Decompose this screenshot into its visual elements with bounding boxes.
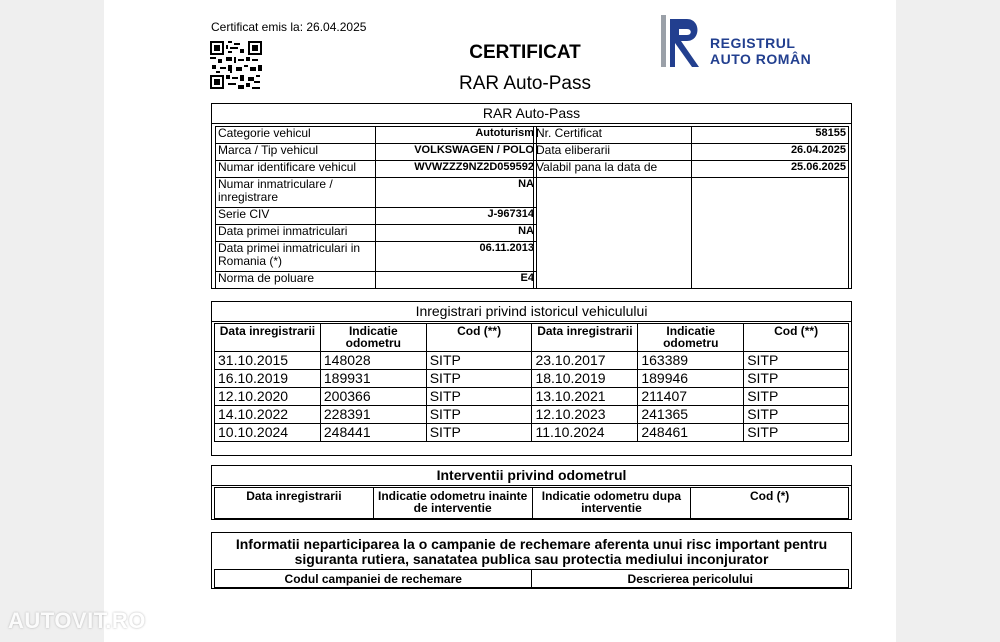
table-cell: 18.10.2019 — [532, 370, 638, 388]
vehicle-section-title: RAR Auto-Pass — [212, 104, 851, 124]
watermark: AUTOVIT.RO — [8, 608, 146, 633]
vehicle-row — [216, 144, 537, 161]
col-header: Indicatie odometru — [320, 324, 426, 352]
vehicle-row — [216, 242, 537, 272]
row-value: 58155 — [692, 127, 849, 144]
odometer-header-row — [215, 488, 849, 519]
row-label: Numar inmatriculare / inregistrare — [216, 178, 376, 208]
row-label: Nr. Certificat — [534, 127, 692, 144]
row-label: Data primei inmatriculari in Romania (*) — [216, 242, 376, 272]
table-cell: 200366 — [320, 388, 426, 406]
table-cell: SITP — [426, 352, 532, 370]
row-value: J-967314 — [375, 208, 536, 225]
row-value: VOLKSWAGEN / POLO — [375, 144, 536, 161]
vehicle-row — [216, 272, 537, 289]
table-cell: SITP — [426, 388, 532, 406]
row-label: Categorie vehicul — [216, 127, 376, 144]
certificate-row — [534, 127, 849, 144]
row-label: Valabil pana la data de — [534, 161, 692, 178]
table-cell: SITP — [744, 352, 849, 370]
odometer-section-title: Interventii privind odometrul — [212, 466, 851, 486]
history-table — [214, 323, 849, 442]
table-cell: 189931 — [320, 370, 426, 388]
row-value: NA — [375, 225, 536, 242]
certificate-row — [534, 161, 849, 178]
row-value: NA — [375, 178, 536, 208]
table-cell: 12.10.2020 — [215, 388, 321, 406]
vehicle-row — [216, 208, 537, 225]
table-cell: 16.10.2019 — [215, 370, 321, 388]
table-cell: 211407 — [638, 388, 744, 406]
table-cell: 148028 — [320, 352, 426, 370]
issue-date: Certificat emis la: 26.04.2025 — [211, 20, 367, 34]
col-header: Data inregistrarii — [215, 324, 321, 352]
table-cell: 228391 — [320, 406, 426, 424]
table-cell: 11.10.2024 — [532, 424, 638, 442]
table-cell: SITP — [744, 388, 849, 406]
rar-logo-icon — [661, 15, 707, 67]
recall-section-title: Informatii neparticiparea la o campanie de rechemare aferenta unui risc important pentru siguranta rutiera, sanatatea publica sau protectia mediului inconjurator — [235, 536, 828, 567]
col-header: Indicatie odometru — [638, 324, 744, 352]
table-cell: 241365 — [638, 406, 744, 424]
odometer-table — [214, 487, 849, 519]
table-cell: SITP — [426, 370, 532, 388]
row-label: Norma de poluare — [216, 272, 376, 289]
certificate-subtitle: RAR Auto-Pass — [459, 73, 591, 94]
certificate-details-table — [533, 126, 849, 289]
table-cell: 248461 — [638, 424, 744, 442]
col-header: Cod (**) — [744, 324, 849, 352]
table-row — [215, 424, 849, 442]
table-cell: 31.10.2015 — [215, 352, 321, 370]
vehicle-details-table — [215, 126, 537, 289]
row-label: Serie CIV — [216, 208, 376, 225]
row-value: Autoturism — [375, 127, 536, 144]
history-section — [211, 301, 852, 456]
table-cell: SITP — [744, 424, 849, 442]
col-header: Indicatie odometru inainte de interventie — [373, 488, 532, 519]
row-value: E4 — [375, 272, 536, 289]
vehicle-row — [216, 161, 537, 178]
table-cell: 13.10.2021 — [532, 388, 638, 406]
history-header-row — [215, 324, 849, 352]
row-value: 26.04.2025 — [692, 144, 849, 161]
odometer-interventions-section — [211, 465, 852, 520]
vehicle-row — [216, 178, 537, 208]
vehicle-row — [216, 127, 537, 144]
row-label: Numar identificare vehicul — [216, 161, 376, 178]
table-cell: SITP — [744, 406, 849, 424]
col-header: Cod (*) — [691, 488, 849, 519]
logo-text-line2: AUTO ROMÂN — [710, 51, 812, 67]
table-cell: SITP — [744, 370, 849, 388]
table-cell: 163389 — [638, 352, 744, 370]
row-value: WVWZZZ9NZ2D059592 — [375, 161, 536, 178]
row-value: 25.06.2025 — [692, 161, 849, 178]
vehicle-info-section — [211, 103, 852, 289]
logo-text-line1: REGISTRUL — [710, 35, 796, 51]
col-header: Cod (**) — [426, 324, 532, 352]
table-row — [215, 352, 849, 370]
table-row — [215, 406, 849, 424]
recall-table — [214, 569, 849, 588]
col-header: Codul campaniei de rechemare — [215, 570, 532, 588]
recall-header-row — [215, 570, 849, 588]
table-cell: SITP — [426, 406, 532, 424]
col-header: Descrierea pericolului — [532, 570, 849, 588]
table-cell: 10.10.2024 — [215, 424, 321, 442]
col-header: Data inregistrarii — [215, 488, 374, 519]
col-header: Data inregistrarii — [532, 324, 638, 352]
certificate-row — [534, 144, 849, 161]
vehicle-row — [216, 225, 537, 242]
row-value: 06.11.2013 — [375, 242, 536, 272]
history-section-title: Inregistrari privind istoricul vehiculului — [212, 302, 851, 322]
recall-section — [211, 532, 852, 589]
table-cell: 248441 — [320, 424, 426, 442]
row-label: Data primei inmatriculari — [216, 225, 376, 242]
certificate-title: CERTIFICAT — [469, 42, 581, 63]
table-cell: 14.10.2022 — [215, 406, 321, 424]
table-cell: 12.10.2023 — [532, 406, 638, 424]
row-label: Marca / Tip vehicul — [216, 144, 376, 161]
col-header: Indicatie odometru dupa interventie — [532, 488, 691, 519]
empty-row — [534, 178, 849, 289]
row-label: Data eliberarii — [534, 144, 692, 161]
qr-code[interactable] — [210, 41, 262, 89]
table-row — [215, 370, 849, 388]
table-cell: 23.10.2017 — [532, 352, 638, 370]
table-row — [215, 388, 849, 406]
table-cell: 189946 — [638, 370, 744, 388]
table-cell: SITP — [426, 424, 532, 442]
